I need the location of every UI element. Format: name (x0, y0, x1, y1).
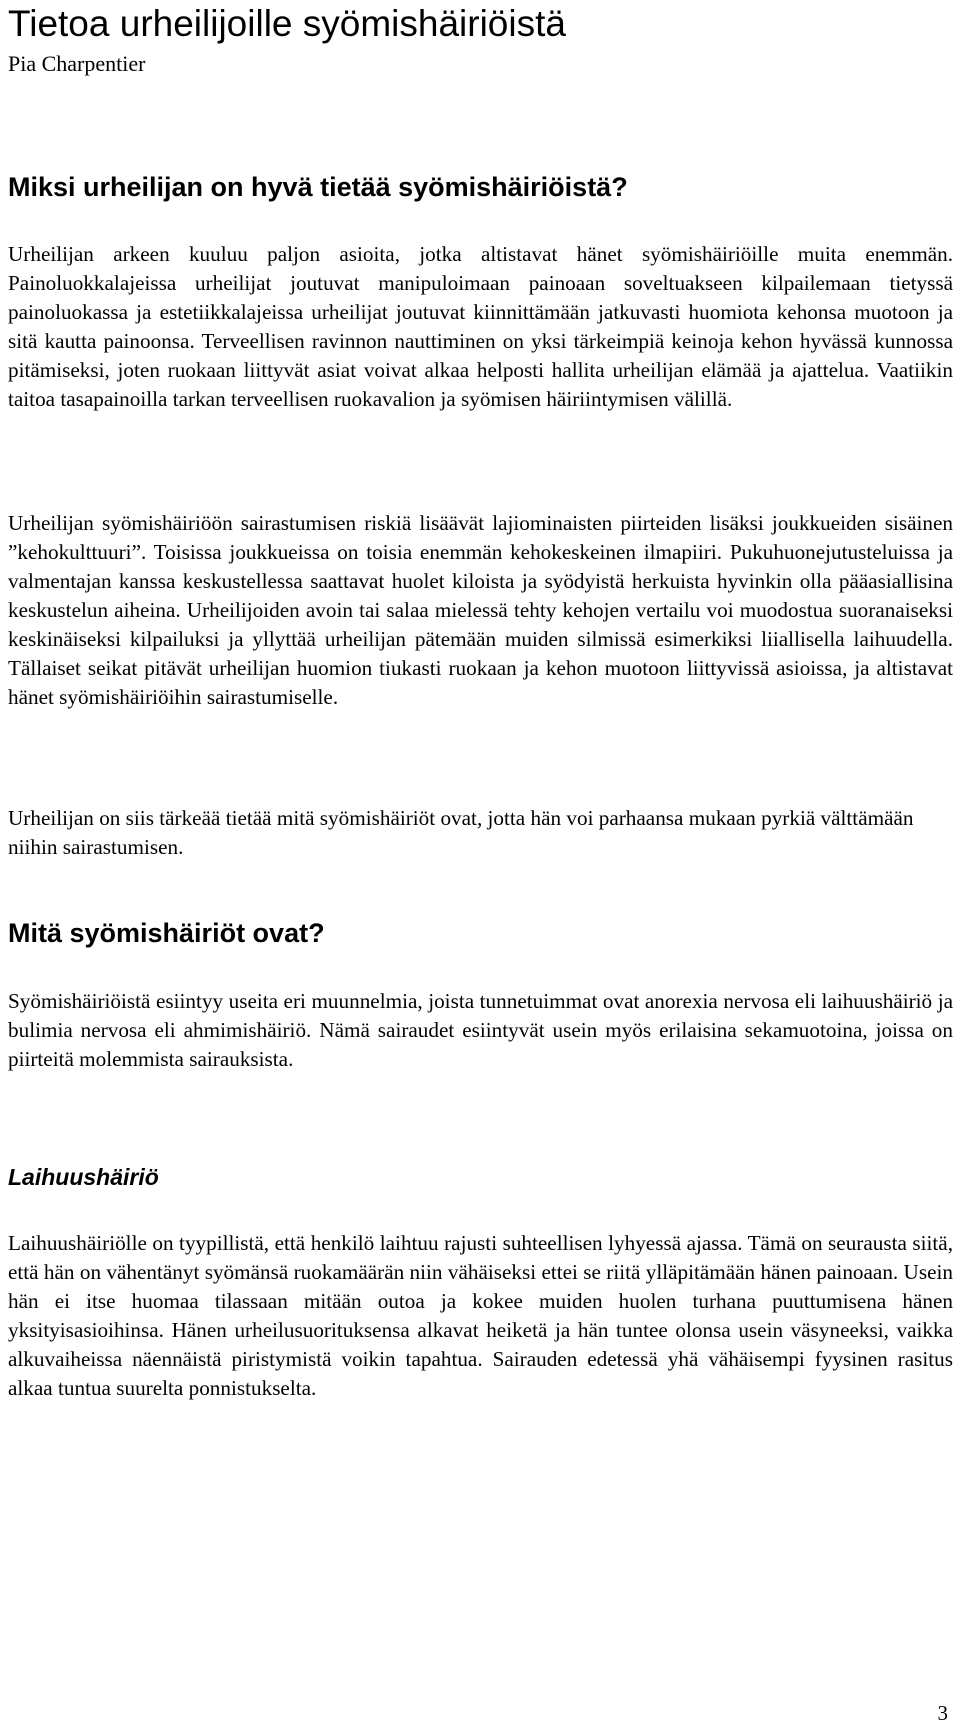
section-heading-what: Mitä syömishäiriöt ovat? (8, 918, 325, 948)
document-title: Tietoa urheilijoille syömishäiriöistä (8, 3, 566, 44)
page-number: 3 (937, 1701, 948, 1725)
author-name: Pia Charpentier (8, 51, 146, 76)
paragraph-anorexia-description: Laihuushäiriölle on tyypillistä, että henkilö laihtuu rajusti suhteellisen lyhyessä ajassa. Tämä on seurausta siitä, että hän on vähentänyt syömänsä ruokamäärän niin vähäiseksi ettei se riitä ylläpitämään hänen painoaan. Usein hän ei itse huomaa tilassaan mitään outoa ja kokee muiden huolen turhana puuttumisena hänen yksityisasioihinsa. Hänen urheilusuorituksensa alkavat heiketä ja hän tuntee olonsa usein väsyneeksi, vaikka alkuvaiheissa näennäistä piristymistä voikin tapahtua. Sairauden edetessä yhä vähäisempi fyysinen rasitus alkaa tuntua suurelta ponnistukselta. (8, 1231, 953, 1400)
paragraph-importance: Urheilijan on siis tärkeää tietää mitä syömishäiriöt ovat, jotta hän voi parhaansa mukaan pyrkiä välttämään niihin sairastumisen. (8, 806, 914, 859)
paragraph-body-culture: Urheilijan syömishäiriöön sairastumisen riskiä lisäävät lajiominaisten piirteiden lisäksi joukkueiden sisäinen ”kehokulttuuri”. Toisissa joukkueissa on toisia enemmän kehokeskeinen ilmapiiri. Pukuhuonejutusteluissa ja valmentajan kanssa keskustellessa saattavat huolet kiloista ja syödyistä herkuista hyvinkin olla pääasiallisina keskustelun aiheina. Urheilijoiden avoin tai salaa mielessä tehty kehojen vertailu voi muodostua suoranaiseksi keskinäiseksi kilpailuksi ja yllyttää urheilijan pätemään muiden silmissä esimerkiksi liiallisella laihuudella. Tällaiset seikat pitävät urheilijan huomion tiukasti ruokaan ja kehon muotoon liittyvissä asioissa, ja altistavat hänet syömishäiriöihin sairastumiselle. (8, 511, 953, 709)
paragraph-athlete-risk: Urheilijan arkeen kuuluu paljon asioita, jotka altistavat hänet syömishäiriöille muita enemmän. Painoluokkalajeissa urheilijat joutuvat manipuloimaan painoaan soveltuakseen kilpailemaan tietyssä painoluokassa ja estetiikkalajeissa urheilijat joutuvat kiinnittämään jatkuvasti huomiota kehonsa muotoon ja sitä kautta painoonsa. Terveellisen ravinnon nauttiminen on yksi tärkeimpiä keinoja kehon hyvässä kunnossa pitämiseksi, joten ruokaan liittyvät asiat voivat alkaa helposti hallita urheilijan elämää ja ajattelua. Vaatiikin taitoa tasapainoilla tarkan terveellisen ruokavalion ja syömisen häiriintymisen välillä. (8, 242, 953, 411)
section-heading-anorexia: Laihuushäiriö (8, 1164, 159, 1190)
section-heading-why: Miksi urheilijan on hyvä tietää syömishäiriöistä? (8, 172, 628, 202)
paragraph-eating-disorder-types: Syömishäiriöistä esiintyy useita eri muunnelmia, joista tunnetuimmat ovat anorexia nervosa eli laihuushäiriö ja bulimia nervosa eli ahmimishäiriö. Nämä sairaudet esiintyvät usein myös erilaisina sekamuotoina, joissa on piirteitä molemmista sairauksista. (8, 989, 953, 1071)
